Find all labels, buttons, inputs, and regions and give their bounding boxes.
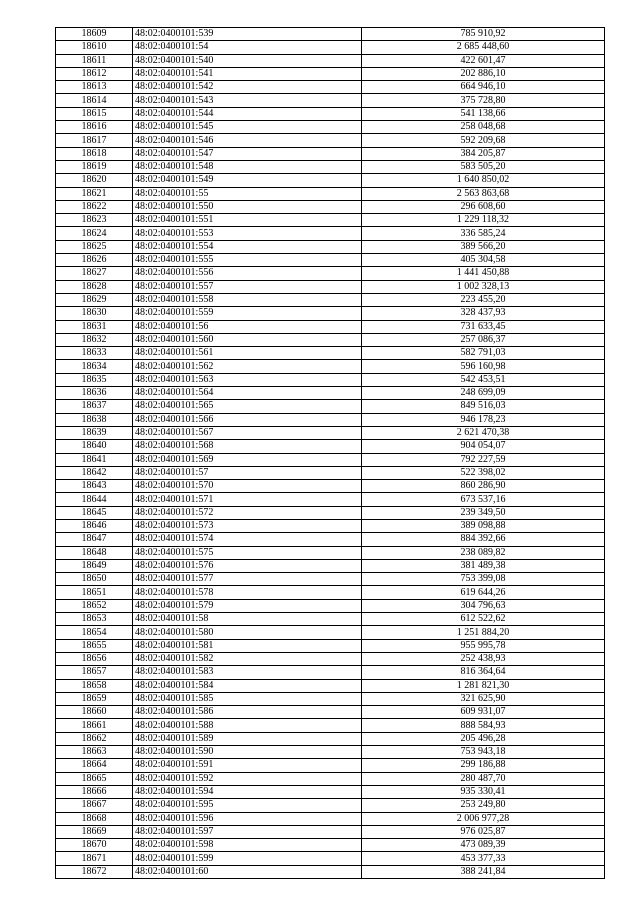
cadastral-number-cell: 48:02:0400101:596 — [133, 812, 362, 825]
row-number-cell: 18618 — [56, 147, 133, 160]
row-number-cell: 18655 — [56, 639, 133, 652]
row-number-cell: 18619 — [56, 160, 133, 173]
table-row — [56, 626, 605, 639]
cadastral-number-cell: 48:02:0400101:567 — [133, 426, 362, 439]
cadastral-number-cell: 48:02:0400101:590 — [133, 746, 362, 759]
cadastral-number-cell: 48:02:0400101:551 — [133, 214, 362, 227]
table-row — [56, 187, 605, 200]
cadastral-value-cell: 238 089,82 — [362, 546, 605, 559]
cadastral-number-cell: 48:02:0400101:599 — [133, 852, 362, 865]
cadastral-value-cell: 976 025,87 — [362, 825, 605, 838]
cadastral-value-cell: 389 566,20 — [362, 240, 605, 253]
cadastral-number-cell: 48:02:0400101:54 — [133, 41, 362, 54]
row-number-cell: 18665 — [56, 772, 133, 785]
cadastral-number-cell: 48:02:0400101:589 — [133, 732, 362, 745]
row-number-cell: 18652 — [56, 599, 133, 612]
table-row — [56, 54, 605, 67]
cadastral-value-cell: 1 640 850,02 — [362, 174, 605, 187]
cadastral-number-cell: 48:02:0400101:598 — [133, 839, 362, 852]
cadastral-value-cell: 753 399,08 — [362, 573, 605, 586]
cadastral-value-cell: 321 625,90 — [362, 692, 605, 705]
table-row — [56, 107, 605, 120]
cadastral-number-cell: 48:02:0400101:60 — [133, 865, 362, 878]
row-number-cell: 18633 — [56, 347, 133, 360]
table-row — [56, 147, 605, 160]
table-row — [56, 426, 605, 439]
cadastral-number-cell: 48:02:0400101:57 — [133, 466, 362, 479]
table-row — [56, 573, 605, 586]
cadastral-number-cell: 48:02:0400101:575 — [133, 546, 362, 559]
table-row — [56, 785, 605, 798]
cadastral-value-cell: 946 178,23 — [362, 413, 605, 426]
row-number-cell: 18670 — [56, 839, 133, 852]
table-row — [56, 799, 605, 812]
row-number-cell: 18611 — [56, 54, 133, 67]
cadastral-number-cell: 48:02:0400101:584 — [133, 679, 362, 692]
cadastral-value-cell: 1 441 450,88 — [362, 267, 605, 280]
cadastral-number-cell: 48:02:0400101:555 — [133, 254, 362, 267]
row-number-cell: 18643 — [56, 480, 133, 493]
cadastral-value-cell: 731 633,45 — [362, 320, 605, 333]
row-number-cell: 18663 — [56, 746, 133, 759]
row-number-cell: 18649 — [56, 559, 133, 572]
cadastral-number-cell: 48:02:0400101:545 — [133, 121, 362, 134]
cadastral-value-cell: 388 241,84 — [362, 865, 605, 878]
row-number-cell: 18615 — [56, 107, 133, 120]
table-row — [56, 719, 605, 732]
cadastral-number-cell: 48:02:0400101:583 — [133, 666, 362, 679]
cadastral-number-cell: 48:02:0400101:573 — [133, 519, 362, 532]
cadastral-value-table — [55, 27, 605, 879]
row-number-cell: 18651 — [56, 586, 133, 599]
cadastral-value-cell: 299 186,88 — [362, 759, 605, 772]
cadastral-number-cell: 48:02:0400101:594 — [133, 785, 362, 798]
table-row — [56, 227, 605, 240]
cadastral-number-cell: 48:02:0400101:556 — [133, 267, 362, 280]
table-row — [56, 267, 605, 280]
cadastral-number-cell: 48:02:0400101:548 — [133, 160, 362, 173]
row-number-cell: 18642 — [56, 466, 133, 479]
row-number-cell: 18636 — [56, 387, 133, 400]
cadastral-number-cell: 48:02:0400101:539 — [133, 28, 362, 41]
cadastral-number-cell: 48:02:0400101:576 — [133, 559, 362, 572]
cadastral-value-cell: 252 438,93 — [362, 652, 605, 665]
cadastral-number-cell: 48:02:0400101:566 — [133, 413, 362, 426]
table-row — [56, 825, 605, 838]
table-row — [56, 706, 605, 719]
cadastral-number-cell: 48:02:0400101:549 — [133, 174, 362, 187]
row-number-cell: 18660 — [56, 706, 133, 719]
cadastral-value-cell: 257 086,37 — [362, 333, 605, 346]
table-row — [56, 639, 605, 652]
cadastral-number-cell: 48:02:0400101:595 — [133, 799, 362, 812]
cadastral-number-cell: 48:02:0400101:541 — [133, 67, 362, 80]
row-number-cell: 18632 — [56, 333, 133, 346]
cadastral-value-cell: 239 349,50 — [362, 506, 605, 519]
cadastral-value-cell: 816 364,64 — [362, 666, 605, 679]
cadastral-number-cell: 48:02:0400101:55 — [133, 187, 362, 200]
cadastral-number-cell: 48:02:0400101:586 — [133, 706, 362, 719]
cadastral-number-cell: 48:02:0400101:597 — [133, 825, 362, 838]
table-row — [56, 387, 605, 400]
cadastral-value-cell: 904 054,07 — [362, 440, 605, 453]
table-row — [56, 134, 605, 147]
row-number-cell: 18646 — [56, 519, 133, 532]
table-row — [56, 41, 605, 54]
cadastral-number-cell: 48:02:0400101:577 — [133, 573, 362, 586]
cadastral-number-cell: 48:02:0400101:565 — [133, 400, 362, 413]
cadastral-number-cell: 48:02:0400101:571 — [133, 493, 362, 506]
cadastral-value-cell: 619 644,26 — [362, 586, 605, 599]
cadastral-number-cell: 48:02:0400101:582 — [133, 652, 362, 665]
row-number-cell: 18658 — [56, 679, 133, 692]
cadastral-value-cell: 1 281 821,30 — [362, 679, 605, 692]
row-number-cell: 18622 — [56, 200, 133, 213]
cadastral-value-cell: 405 304,58 — [362, 254, 605, 267]
cadastral-number-cell: 48:02:0400101:542 — [133, 81, 362, 94]
table-row — [56, 280, 605, 293]
table-row — [56, 652, 605, 665]
cadastral-number-cell: 48:02:0400101:543 — [133, 94, 362, 107]
cadastral-value-cell: 2 621 470,38 — [362, 426, 605, 439]
table-row — [56, 559, 605, 572]
cadastral-value-cell: 253 249,80 — [362, 799, 605, 812]
cadastral-value-cell: 522 398,02 — [362, 466, 605, 479]
table-row — [56, 360, 605, 373]
table-row — [56, 81, 605, 94]
table-row — [56, 28, 605, 41]
cadastral-value-cell: 223 455,20 — [362, 293, 605, 306]
table-row — [56, 413, 605, 426]
cadastral-number-cell: 48:02:0400101:547 — [133, 147, 362, 160]
cadastral-value-cell: 1 229 118,32 — [362, 214, 605, 227]
cadastral-number-cell: 48:02:0400101:569 — [133, 453, 362, 466]
row-number-cell: 18648 — [56, 546, 133, 559]
row-number-cell: 18645 — [56, 506, 133, 519]
cadastral-value-cell: 473 089,39 — [362, 839, 605, 852]
cadastral-value-cell: 596 160,98 — [362, 360, 605, 373]
table-row — [56, 679, 605, 692]
table-row — [56, 480, 605, 493]
table-row — [56, 347, 605, 360]
cadastral-value-cell: 2 685 448,60 — [362, 41, 605, 54]
row-number-cell: 18637 — [56, 400, 133, 413]
cadastral-value-cell: 542 453,51 — [362, 373, 605, 386]
row-number-cell: 18654 — [56, 626, 133, 639]
cadastral-value-cell: 2 006 977,28 — [362, 812, 605, 825]
table-row — [56, 533, 605, 546]
table-row — [56, 453, 605, 466]
cadastral-value-cell: 849 516,03 — [362, 400, 605, 413]
table-row — [56, 746, 605, 759]
cadastral-value-cell: 1 002 328,13 — [362, 280, 605, 293]
row-number-cell: 18629 — [56, 293, 133, 306]
row-number-cell: 18616 — [56, 121, 133, 134]
cadastral-number-cell: 48:02:0400101:56 — [133, 320, 362, 333]
row-number-cell: 18656 — [56, 652, 133, 665]
cadastral-value-cell: 248 699,09 — [362, 387, 605, 400]
cadastral-number-cell: 48:02:0400101:592 — [133, 772, 362, 785]
table-row — [56, 440, 605, 453]
cadastral-number-cell: 48:02:0400101:559 — [133, 307, 362, 320]
table-row — [56, 214, 605, 227]
table-row — [56, 307, 605, 320]
cadastral-number-cell: 48:02:0400101:591 — [133, 759, 362, 772]
table-row — [56, 586, 605, 599]
cadastral-value-cell: 336 585,24 — [362, 227, 605, 240]
row-number-cell: 18627 — [56, 267, 133, 280]
row-number-cell: 18624 — [56, 227, 133, 240]
cadastral-number-cell: 48:02:0400101:557 — [133, 280, 362, 293]
cadastral-value-cell: 296 608,60 — [362, 200, 605, 213]
row-number-cell: 18628 — [56, 280, 133, 293]
cadastral-number-cell: 48:02:0400101:578 — [133, 586, 362, 599]
table-row — [56, 812, 605, 825]
table-row — [56, 254, 605, 267]
cadastral-value-cell: 753 943,18 — [362, 746, 605, 759]
table-row — [56, 67, 605, 80]
table-row — [56, 692, 605, 705]
cadastral-value-cell: 664 946,10 — [362, 81, 605, 94]
table-row — [56, 493, 605, 506]
cadastral-value-cell: 884 392,66 — [362, 533, 605, 546]
row-number-cell: 18639 — [56, 426, 133, 439]
cadastral-number-cell: 48:02:0400101:554 — [133, 240, 362, 253]
cadastral-number-cell: 48:02:0400101:561 — [133, 347, 362, 360]
cadastral-number-cell: 48:02:0400101:58 — [133, 613, 362, 626]
table-row — [56, 160, 605, 173]
row-number-cell: 18635 — [56, 373, 133, 386]
row-number-cell: 18610 — [56, 41, 133, 54]
table-row — [56, 732, 605, 745]
table-row — [56, 506, 605, 519]
row-number-cell: 18650 — [56, 573, 133, 586]
cadastral-value-cell: 304 796,63 — [362, 599, 605, 612]
cadastral-number-cell: 48:02:0400101:546 — [133, 134, 362, 147]
table-row — [56, 320, 605, 333]
cadastral-value-cell: 612 522,62 — [362, 613, 605, 626]
table-row — [56, 865, 605, 878]
cadastral-value-cell: 955 995,78 — [362, 639, 605, 652]
cadastral-value-cell: 582 791,03 — [362, 347, 605, 360]
row-number-cell: 18631 — [56, 320, 133, 333]
row-number-cell: 18623 — [56, 214, 133, 227]
table-row — [56, 546, 605, 559]
row-number-cell: 18621 — [56, 187, 133, 200]
cadastral-value-cell: 1 251 884,20 — [362, 626, 605, 639]
table-body — [56, 28, 605, 879]
cadastral-value-cell: 280 487,70 — [362, 772, 605, 785]
row-number-cell: 18644 — [56, 493, 133, 506]
cadastral-value-cell: 384 205,87 — [362, 147, 605, 160]
table-row — [56, 373, 605, 386]
cadastral-value-cell: 205 496,28 — [362, 732, 605, 745]
row-number-cell: 18612 — [56, 67, 133, 80]
row-number-cell: 18613 — [56, 81, 133, 94]
row-number-cell: 18630 — [56, 307, 133, 320]
table-row — [56, 666, 605, 679]
table-row — [56, 240, 605, 253]
table-row — [56, 599, 605, 612]
row-number-cell: 18667 — [56, 799, 133, 812]
table-row — [56, 759, 605, 772]
cadastral-number-cell: 48:02:0400101:563 — [133, 373, 362, 386]
cadastral-number-cell: 48:02:0400101:560 — [133, 333, 362, 346]
cadastral-value-cell: 935 330,41 — [362, 785, 605, 798]
row-number-cell: 18620 — [56, 174, 133, 187]
cadastral-value-cell: 583 505,20 — [362, 160, 605, 173]
row-number-cell: 18617 — [56, 134, 133, 147]
row-number-cell: 18638 — [56, 413, 133, 426]
row-number-cell: 18640 — [56, 440, 133, 453]
row-number-cell: 18671 — [56, 852, 133, 865]
cadastral-value-cell: 202 886,10 — [362, 67, 605, 80]
row-number-cell: 18647 — [56, 533, 133, 546]
cadastral-number-cell: 48:02:0400101:579 — [133, 599, 362, 612]
cadastral-value-cell: 888 584,93 — [362, 719, 605, 732]
table-row — [56, 293, 605, 306]
cadastral-value-cell: 792 227,59 — [362, 453, 605, 466]
row-number-cell: 18625 — [56, 240, 133, 253]
cadastral-value-cell: 592 209,68 — [362, 134, 605, 147]
row-number-cell: 18669 — [56, 825, 133, 838]
row-number-cell: 18614 — [56, 94, 133, 107]
cadastral-number-cell: 48:02:0400101:581 — [133, 639, 362, 652]
cadastral-value-cell: 328 437,93 — [362, 307, 605, 320]
row-number-cell: 18641 — [56, 453, 133, 466]
row-number-cell: 18668 — [56, 812, 133, 825]
cadastral-value-cell: 453 377,33 — [362, 852, 605, 865]
table-row — [56, 200, 605, 213]
cadastral-value-cell: 2 563 863,68 — [362, 187, 605, 200]
table-row — [56, 400, 605, 413]
table-row — [56, 852, 605, 865]
cadastral-number-cell: 48:02:0400101:580 — [133, 626, 362, 639]
cadastral-number-cell: 48:02:0400101:558 — [133, 293, 362, 306]
cadastral-value-cell: 541 138,66 — [362, 107, 605, 120]
row-number-cell: 18657 — [56, 666, 133, 679]
table-row — [56, 772, 605, 785]
cadastral-number-cell: 48:02:0400101:540 — [133, 54, 362, 67]
table-row — [56, 519, 605, 532]
cadastral-number-cell: 48:02:0400101:588 — [133, 719, 362, 732]
row-number-cell: 18662 — [56, 732, 133, 745]
table-row — [56, 333, 605, 346]
row-number-cell: 18659 — [56, 692, 133, 705]
row-number-cell: 18664 — [56, 759, 133, 772]
cadastral-value-cell: 673 537,16 — [362, 493, 605, 506]
cadastral-number-cell: 48:02:0400101:568 — [133, 440, 362, 453]
row-number-cell: 18626 — [56, 254, 133, 267]
table-row — [56, 466, 605, 479]
table-row — [56, 613, 605, 626]
cadastral-value-cell: 422 601,47 — [362, 54, 605, 67]
cadastral-value-cell: 375 728,80 — [362, 94, 605, 107]
table-row — [56, 94, 605, 107]
cadastral-number-cell: 48:02:0400101:585 — [133, 692, 362, 705]
cadastral-value-cell: 609 931,07 — [362, 706, 605, 719]
cadastral-number-cell: 48:02:0400101:564 — [133, 387, 362, 400]
table-row — [56, 174, 605, 187]
cadastral-number-cell: 48:02:0400101:570 — [133, 480, 362, 493]
row-number-cell: 18609 — [56, 28, 133, 41]
row-number-cell: 18666 — [56, 785, 133, 798]
row-number-cell: 18672 — [56, 865, 133, 878]
cadastral-value-cell: 785 910,92 — [362, 28, 605, 41]
cadastral-number-cell: 48:02:0400101:550 — [133, 200, 362, 213]
row-number-cell: 18661 — [56, 719, 133, 732]
table-row — [56, 121, 605, 134]
cadastral-number-cell: 48:02:0400101:572 — [133, 506, 362, 519]
cadastral-number-cell: 48:02:0400101:562 — [133, 360, 362, 373]
cadastral-number-cell: 48:02:0400101:553 — [133, 227, 362, 240]
cadastral-number-cell: 48:02:0400101:544 — [133, 107, 362, 120]
cadastral-value-cell: 860 286,90 — [362, 480, 605, 493]
row-number-cell: 18653 — [56, 613, 133, 626]
cadastral-value-cell: 389 098,88 — [362, 519, 605, 532]
table-row — [56, 839, 605, 852]
cadastral-number-cell: 48:02:0400101:574 — [133, 533, 362, 546]
cadastral-value-cell: 258 048,68 — [362, 121, 605, 134]
cadastral-value-cell: 381 489,38 — [362, 559, 605, 572]
row-number-cell: 18634 — [56, 360, 133, 373]
